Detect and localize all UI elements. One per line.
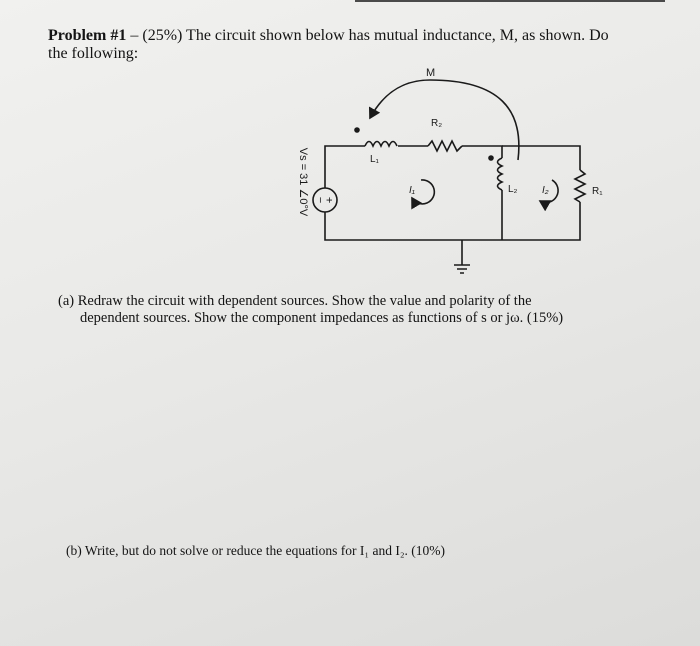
l2-polarity-dot bbox=[488, 155, 494, 161]
inductor-l2 bbox=[498, 158, 503, 190]
l2-label: L₂ bbox=[508, 184, 518, 195]
part-a-line2: dependent sources. Show the component impedances as functions of s or jω. (15%) bbox=[80, 310, 564, 326]
part-a-line1: (a) Redraw the circuit with dependent sources. Show the value and polarity of the bbox=[58, 293, 532, 309]
mesh-current-i2-label: I₂ bbox=[542, 185, 549, 196]
mutual-inductance-label: M bbox=[426, 67, 436, 79]
l1-label: L₁ bbox=[370, 154, 379, 165]
resistor-r1 bbox=[575, 170, 585, 202]
mesh-current-i1-arrow bbox=[412, 180, 434, 204]
wire-right-top bbox=[502, 146, 580, 170]
problem-text-line2: the following: bbox=[48, 45, 139, 62]
r1-label: R₁ bbox=[592, 186, 603, 197]
source-plus-sign: + bbox=[324, 196, 336, 204]
l1-polarity-dot bbox=[354, 127, 360, 133]
mesh-current-i1-label: I₁ bbox=[409, 185, 415, 196]
source-minus-sign: − bbox=[315, 196, 327, 204]
inductor-l1 bbox=[365, 142, 397, 147]
wire-bottom bbox=[325, 202, 580, 240]
source-voltage-label: Vs = 31 ∠0°V bbox=[297, 147, 309, 217]
part-b-question: (b) Write, but do not solve or reduce the equations for I₁ and I₂. (10%) bbox=[66, 543, 446, 558]
wire-top-left bbox=[325, 146, 365, 188]
problem-label: Problem #1 bbox=[48, 27, 127, 44]
part-a-question bbox=[58, 293, 618, 327]
resistor-r2 bbox=[428, 141, 462, 151]
ground-symbol bbox=[454, 265, 470, 273]
wire-top-right bbox=[462, 146, 502, 158]
r2-label: R₂ bbox=[431, 118, 443, 129]
problem-text-line1: – (25%) The circuit shown below has mutual inductance, M, as shown. Do bbox=[126, 27, 609, 44]
mutual-inductance-arrow bbox=[370, 80, 519, 160]
